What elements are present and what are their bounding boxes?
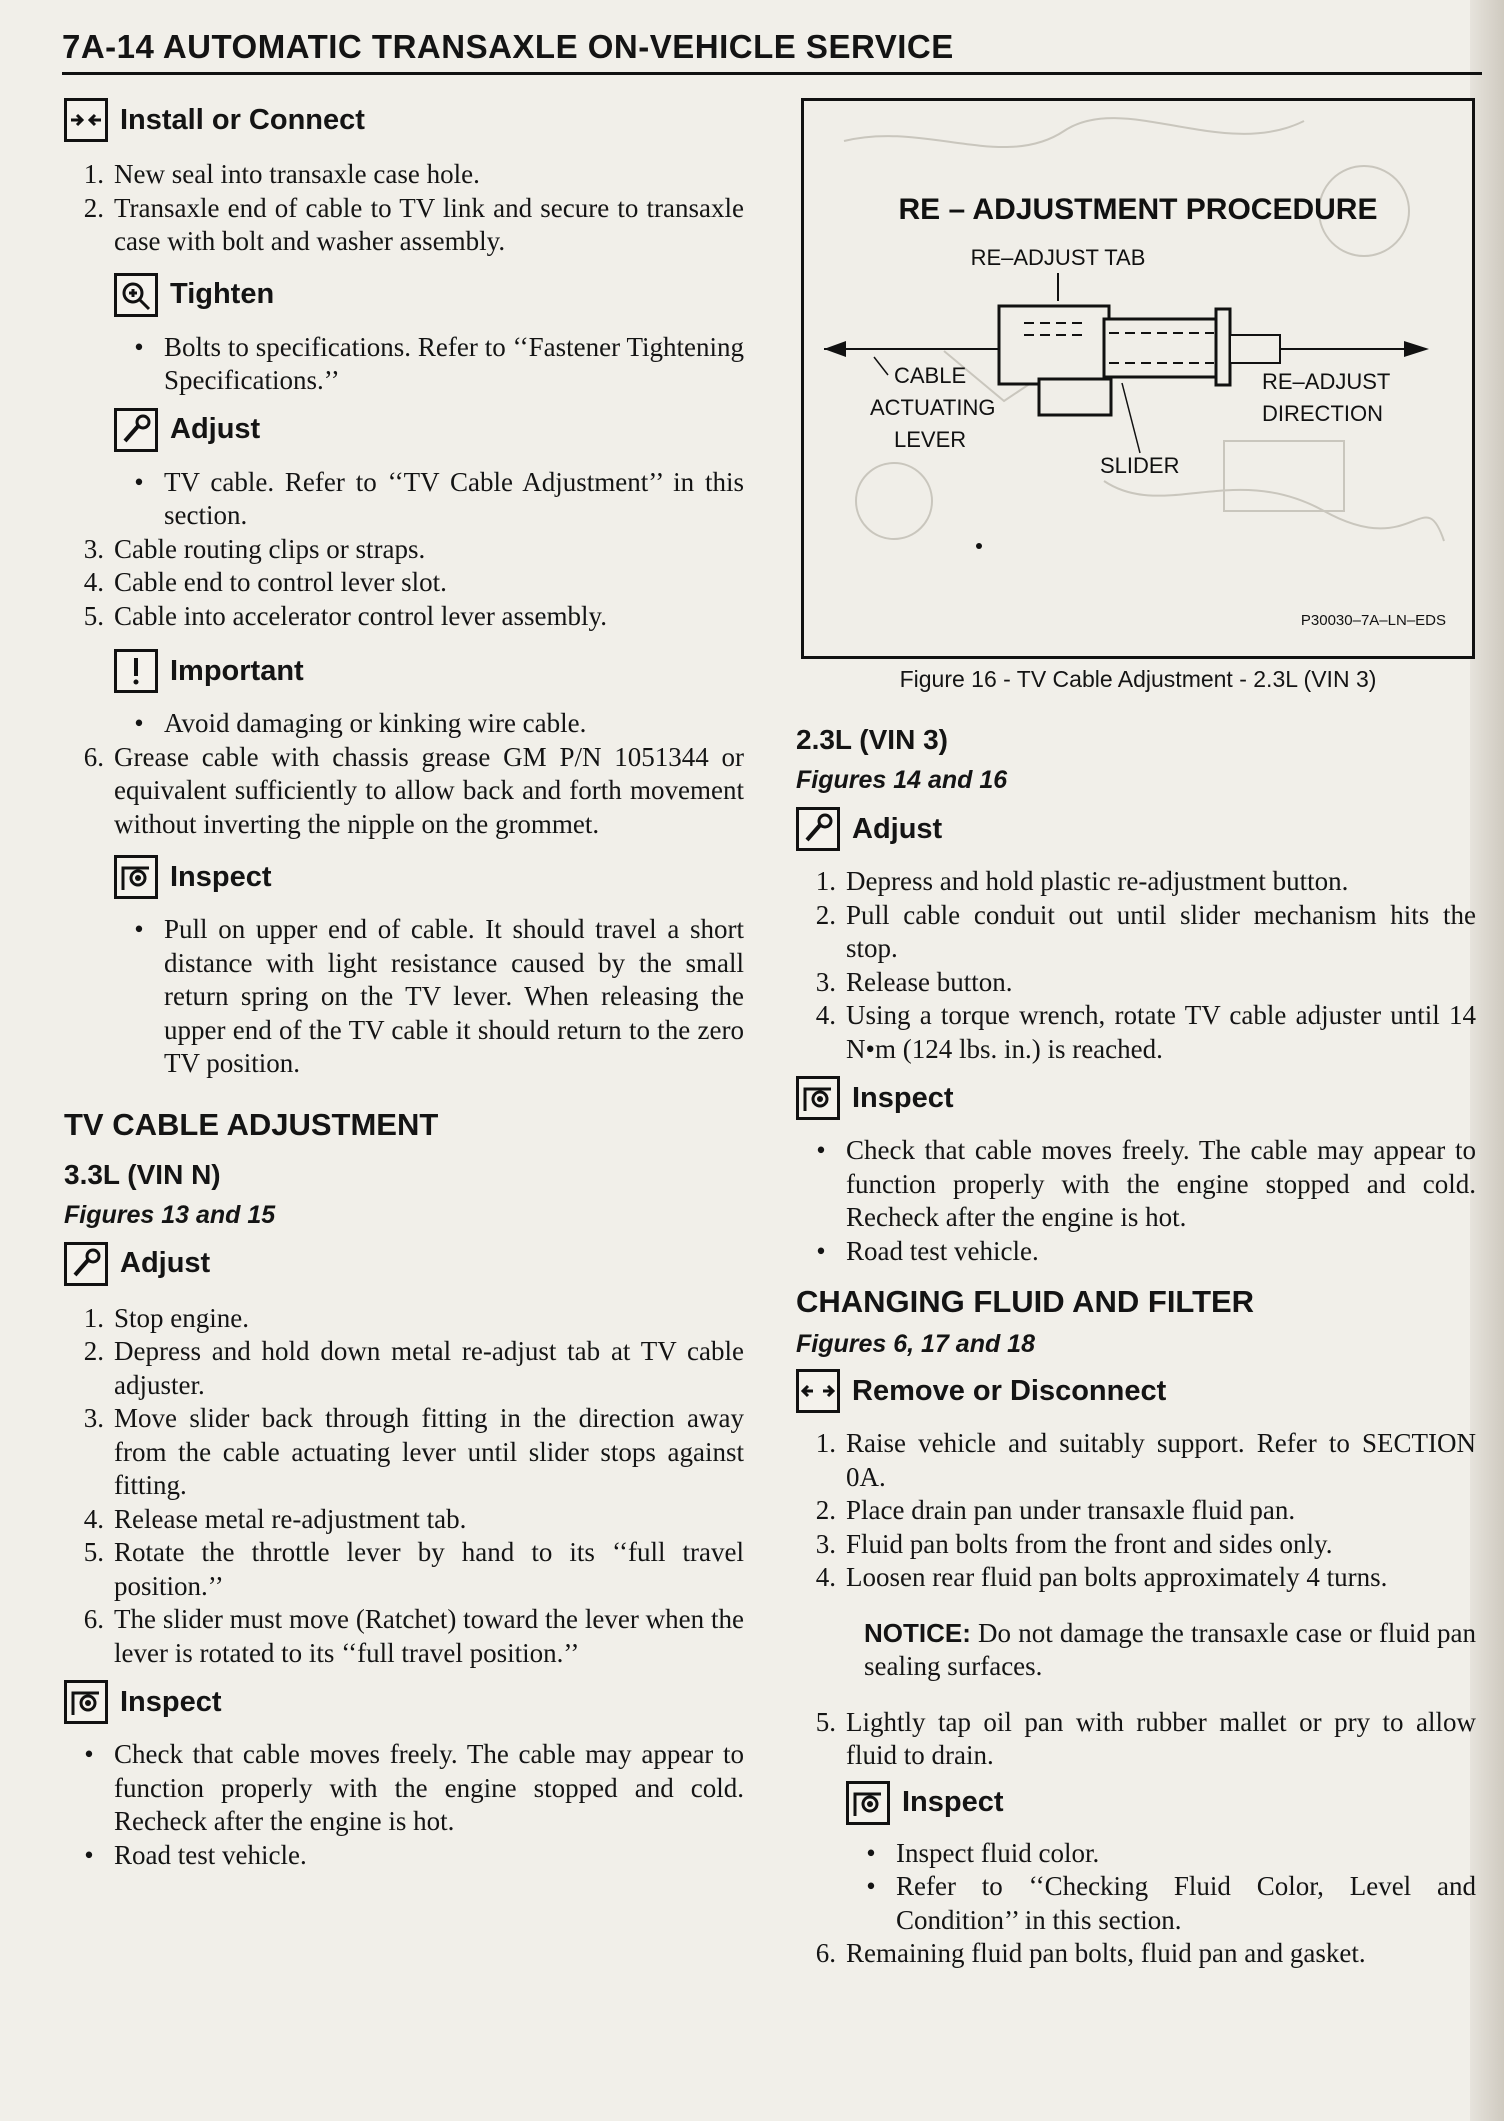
remove-disconnect-heading: Remove or Disconnect xyxy=(796,1369,1476,1413)
important-heading: Important xyxy=(114,649,744,693)
changing-fluid-title: CHANGING FLUID AND FILTER xyxy=(796,1284,1255,1319)
figure-16 xyxy=(801,98,1475,659)
tighten-heading: Tighten xyxy=(114,273,744,317)
adjust-heading-3: Adjust xyxy=(796,807,1476,851)
label-actuating: ACTUATING xyxy=(870,395,996,420)
notice-label: NOTICE: xyxy=(864,1617,971,1648)
list-item: 4. Release metal re-adjustment tab. xyxy=(83,1503,467,1534)
adjust-heading-2: Adjust xyxy=(64,1242,744,1286)
figure-caption: Figure 16 - TV Cable Adjustment - 2.3L (VIN 3) xyxy=(899,666,1377,692)
list-item: 2. Transaxle end of cable to TV link and secure to transaxle case with bolt and washer assembly. xyxy=(83,192,744,256)
list-item: 3. Cable routing clips or straps. xyxy=(83,533,426,564)
bullet-item: • Road test vehicle. xyxy=(816,1235,1039,1266)
list-item: 4. Loosen rear fluid pan bolts approximately 4 turns. xyxy=(815,1562,1388,1592)
bullet-item: • TV cable. Refer to ‘‘TV Cable Adjustment’’ in this section. xyxy=(134,466,744,530)
adjust-wrench-icon xyxy=(114,408,158,452)
inspect-heading: Inspect xyxy=(114,855,744,899)
list-item: 1. New seal into transaxle case hole. xyxy=(83,159,480,189)
bullet-item: • Check that cable moves freely. The cable may appear to function properly with the engine stopped and cold. Recheck after the engine is hot. xyxy=(816,1135,1476,1232)
install-list-continued xyxy=(64,533,744,634)
install-connect-heading: Install or Connect xyxy=(64,98,744,142)
adjust-bullets xyxy=(114,466,744,533)
list-item: 3. Fluid pan bolts from the front and sides only. xyxy=(815,1528,1333,1559)
bullet-item: • Refer to ‘‘Checking Fluid Color, Level and Condition’’ in this section. xyxy=(866,1871,1476,1935)
label-readjust-tab: RE–ADJUST TAB xyxy=(970,245,1146,270)
inspect-heading-2: Inspect xyxy=(64,1680,744,1724)
list-item: 1. Stop engine. xyxy=(83,1302,249,1333)
fluid-figures: Figures 6, 17 and 18 xyxy=(796,1330,1035,1358)
vin3-inspect-bullets xyxy=(796,1134,1476,1268)
fluid-inspect-bullets xyxy=(846,1837,1476,1938)
adjust-heading: Adjust xyxy=(114,408,744,452)
install-connect-icon xyxy=(64,98,108,142)
list-item: 4. Using a torque wrench, rotate TV cable adjuster until 14 N•m (124 lbs. in.) is reached. xyxy=(815,1000,1476,1064)
remove-steps xyxy=(796,1427,1476,1595)
inspect-bullets xyxy=(114,913,744,1081)
bullet-item: • Check that cable moves freely. The cable may appear to function properly with the engine stopped and cold. Recheck after the engine is hot. xyxy=(84,1739,744,1836)
list-item: 6. Grease cable with chassis grease GM P/N 1051344 or equivalent sufficiently to allow back and forth movement without inverting the nipple on the grommet. xyxy=(83,741,744,839)
remove-step-6 xyxy=(796,1937,1476,1971)
vin-3-figures: Figures 14 and 16 xyxy=(796,766,1008,794)
vin-n-heading: 3.3L (VIN N) xyxy=(64,1158,221,1190)
tv-cable-adjustment-title: TV CABLE ADJUSTMENT xyxy=(64,1106,439,1142)
inspect-bullets-2 xyxy=(64,1738,744,1872)
important-bullets xyxy=(114,707,744,741)
list-item: 6. The slider must move (Ratchet) toward the lever when the lever is rotated to its ‘‘full travel position.’’ xyxy=(83,1604,744,1668)
bullet-item: • Bolts to specifications. Refer to ‘‘Fastener Tightening Specifications.’’ xyxy=(134,331,744,395)
left-column xyxy=(64,96,744,1872)
page-header xyxy=(62,28,1482,75)
slider-body xyxy=(1104,319,1219,377)
list-item: 2. Pull cable conduit out until slider mechanism hits the stop. xyxy=(815,899,1476,963)
bullet-item: • Inspect fluid color. xyxy=(866,1837,1100,1868)
label-cable: CABLE xyxy=(894,363,967,388)
right-arrow xyxy=(1404,341,1429,357)
notice-block xyxy=(864,1617,1476,1684)
list-item: 5. Lightly tap oil pan with rubber mallet or pry to allow fluid to drain. xyxy=(815,1706,1476,1770)
torque-wrench-icon xyxy=(114,273,158,317)
label-lever: LEVER xyxy=(894,427,967,452)
bullet-item: • Road test vehicle. xyxy=(84,1839,307,1870)
vin3-adjust-steps xyxy=(796,865,1476,1066)
install-list xyxy=(64,158,744,259)
vin-3-heading: 2.3L (VIN 3) xyxy=(796,724,948,755)
adjuster-lower xyxy=(1039,379,1111,415)
remove-step-5 xyxy=(796,1706,1476,1773)
list-item: 5. Cable into accelerator control lever assembly. xyxy=(83,600,608,631)
tighten-bullets xyxy=(114,331,744,398)
list-item: 2. Place drain pan under transaxle fluid pan. xyxy=(815,1495,1296,1525)
label-readjust: RE–ADJUST xyxy=(1262,369,1391,394)
label-slider: SLIDER xyxy=(1100,453,1180,478)
list-item: 1. Raise vehicle and suitably support. Refer to SECTION 0A. xyxy=(815,1428,1476,1492)
inspect-eye-icon xyxy=(796,1076,840,1120)
list-item: 6. Remaining fluid pan bolts, fluid pan and gasket. xyxy=(815,1938,1366,1968)
inspect-heading-4: Inspect xyxy=(846,1781,1476,1825)
list-item: 1. Depress and hold plastic re-adjustment button. xyxy=(815,866,1349,896)
adjust-steps xyxy=(64,1302,744,1671)
fitting xyxy=(1216,309,1230,385)
bullet-item: • Avoid damaging or kinking wire cable. xyxy=(134,708,587,738)
bullet-item: • Pull on upper end of cable. It should travel a short distance with light resistance caused by the small return spring on the TV lever. When releasing the upper end of the TV cable it should return to the zero TV position. xyxy=(134,914,744,1078)
list-item: 3. Release button. xyxy=(815,966,1013,997)
vin-n-figures: Figures 13 and 15 xyxy=(64,1200,276,1229)
label-direction: DIRECTION xyxy=(1262,401,1383,426)
remove-disconnect-icon xyxy=(796,1369,840,1413)
list-item: 3. Move slider back through fitting in the direction away from the cable actuating lever until slider stops against fitting. xyxy=(83,1403,744,1500)
list-item: 2. Depress and hold down metal re-adjust tab at TV cable adjuster. xyxy=(83,1336,744,1400)
exclamation-icon xyxy=(114,649,158,693)
notice-text: Do not damage the transaxle case or fluid pan sealing surfaces. xyxy=(864,1617,1477,1681)
inspect-eye-icon xyxy=(114,855,158,899)
page-title: 7A-14 AUTOMATIC TRANSAXLE ON-VEHICLE SERVICE xyxy=(62,28,954,65)
adjuster-body xyxy=(999,306,1109,384)
inspect-eye-icon xyxy=(64,1680,108,1724)
list-item: 4. Cable end to control lever slot. xyxy=(83,567,447,597)
inspect-heading-3: Inspect xyxy=(796,1076,1476,1120)
left-arrow xyxy=(824,341,846,357)
tv-cable-diagram xyxy=(804,101,1472,656)
adjust-wrench-icon xyxy=(796,807,840,851)
figure-code: P30030–7A–LN–EDS xyxy=(1300,612,1446,629)
grease-step xyxy=(64,741,744,842)
inspect-eye-icon xyxy=(846,1781,890,1825)
list-item: 5. Rotate the throttle lever by hand to its ‘‘full travel position.’’ xyxy=(83,1537,744,1601)
right-column xyxy=(796,724,1476,1971)
adjust-wrench-icon xyxy=(64,1242,108,1286)
figure-title: RE – ADJUSTMENT PROCEDURE xyxy=(898,193,1378,226)
